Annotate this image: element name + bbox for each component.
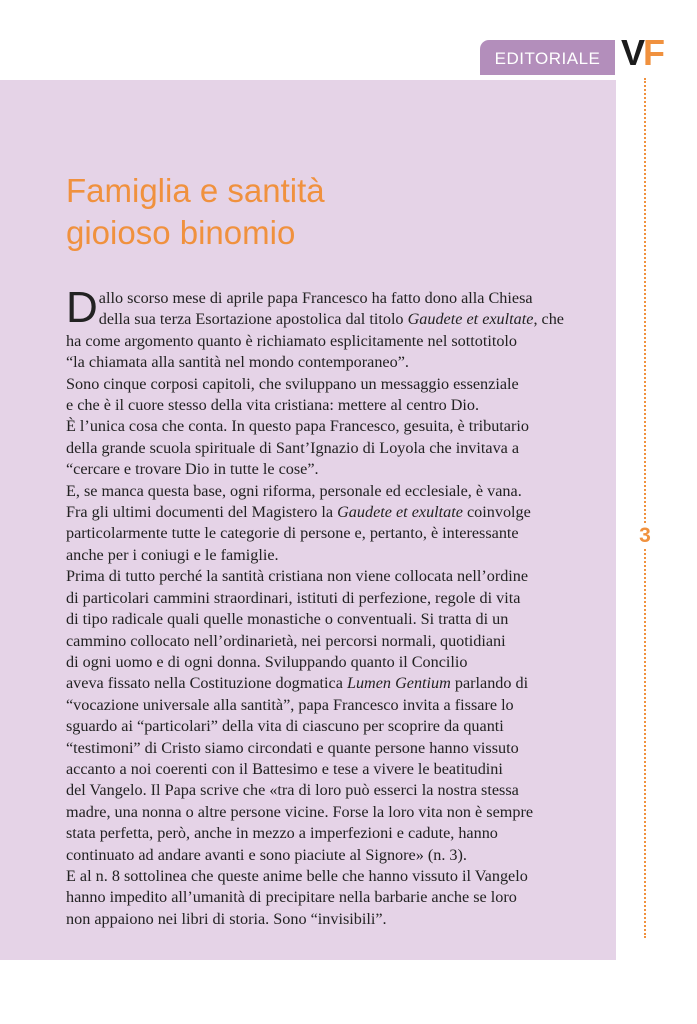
body-line	[66, 416, 602, 437]
body-text: ha come argomento quanto è richiamato esplicitamente nel sottotitolo	[66, 331, 518, 350]
body-line	[66, 866, 602, 887]
page-number: 3	[639, 524, 651, 547]
body-line	[66, 331, 602, 352]
body-text: “cercare e trovare Dio in tutte le cose”.	[66, 460, 319, 479]
section-label: EDITORIALE	[494, 49, 601, 68]
italic-title-ref: Gaudete et exultate	[407, 310, 534, 329]
title-line: gioioso binomio	[66, 214, 296, 251]
body-text: E, se manca questa base, ogni riforma, personale ed ecclesiale, è vana.	[66, 481, 522, 500]
body-text: di tipo radicale quali quelle monastiche o conventuali. Si tratta di un	[66, 610, 509, 629]
logo-letter-v: V	[621, 32, 644, 73]
body-text: hanno impedito all’umanità di precipitare nella barbarie anche se loro	[66, 888, 517, 907]
body-line	[66, 802, 602, 823]
body-line	[66, 481, 602, 502]
body-line	[66, 438, 602, 459]
body-text: , che	[533, 310, 564, 329]
magazine-logo	[621, 33, 663, 73]
body-text: non appaiono nei libri di storia. Sono “invisibili”.	[66, 909, 387, 928]
article-title	[66, 170, 586, 254]
drop-cap: D	[66, 283, 98, 332]
body-text: “testimoni” di Cristo siamo circondati e quante persone hanno vissuto	[66, 738, 519, 757]
logo-letter-f: F	[643, 32, 664, 73]
italic-title-ref: Gaudete et exultate	[337, 503, 463, 522]
body-text: coinvolge	[462, 503, 531, 522]
body-text: e che è il cuore stesso della vita cristiana: mettere al centro Dio.	[66, 396, 480, 415]
body-line	[66, 716, 602, 737]
body-line	[66, 845, 602, 866]
body-text: aveva fissato nella Costituzione dogmatica	[66, 674, 347, 693]
body-text: cammino collocato nell’ordinarietà, nei percorsi normali, quotidiani	[66, 631, 506, 650]
body-line	[66, 545, 602, 566]
body-line	[66, 823, 602, 844]
dotted-rule	[644, 78, 646, 938]
body-line	[66, 395, 602, 416]
section-tab	[480, 40, 615, 75]
body-text: di particolari cammini straordinari, istituti di perfezione, regole di vita	[66, 588, 521, 607]
body-text: “la chiamata alla santità nel mondo contemporaneo”.	[66, 353, 409, 372]
body-line	[66, 588, 602, 609]
body-text: del Vangelo. Il Papa scrive che «tra di loro può esserci la nostra stessa	[66, 781, 519, 800]
body-line	[66, 566, 602, 587]
body-line	[66, 738, 602, 759]
body-text: È l’unica cosa che conta. In questo papa Francesco, gesuita, è tributario	[66, 417, 529, 436]
body-line	[66, 695, 602, 716]
body-text: parlando di	[450, 674, 529, 693]
body-text: anche per i coniugi e le famiglie.	[66, 545, 279, 564]
body-text: “vocazione universale alla santità”, papa Francesco invita a fissare lo	[66, 695, 514, 714]
body-line	[66, 609, 602, 630]
body-text: continuato ad andare avanti e sono piaciute al Signore» (n. 3).	[66, 845, 467, 864]
body-text: della grande scuola spirituale di Sant’Ignazio di Loyola che invitava a	[66, 438, 520, 457]
body-text: sguardo ai “particolari” della vita di ciascuno per scoprire da quanti	[66, 717, 504, 736]
body-text: Prima di tutto perché la santità cristiana non viene collocata nell’ordine	[66, 567, 529, 586]
body-line	[66, 374, 602, 395]
body-text: Fra gli ultimi documenti del Magistero la	[66, 503, 338, 522]
body-line	[66, 459, 602, 480]
body-line	[66, 673, 602, 694]
body-text: della sua terza Esortazione apostolica dal titolo	[98, 310, 408, 329]
body-text: allo scorso mese di aprile papa Francesco ha fatto dono alla Chiesa	[98, 289, 533, 307]
body-line	[66, 759, 602, 780]
body-line	[66, 352, 602, 373]
body-line	[66, 631, 602, 652]
body-line	[66, 909, 602, 930]
body-line	[66, 502, 602, 523]
body-line	[66, 652, 602, 673]
body-text: stata perfetta, però, anche in mezzo a imperfezioni e cadute, hanno	[66, 824, 498, 843]
article-body	[66, 283, 602, 930]
body-text: particolarmente tutte le categorie di persone e, pertanto, è interessante	[66, 524, 519, 543]
body-line	[66, 887, 602, 908]
body-line	[66, 780, 602, 801]
body-line	[66, 523, 602, 544]
body-line	[66, 309, 602, 330]
body-text: Sono cinque corposi capitoli, che sviluppano un messaggio essenziale	[66, 374, 519, 393]
body-text: E al n. 8 sottolinea che queste anime belle che hanno vissuto il Vangelo	[66, 866, 528, 885]
body-line	[66, 288, 602, 309]
body-text: di ogni uomo e di ogni donna. Sviluppando quanto il Concilio	[66, 652, 468, 671]
body-text: accanto a noi coerenti con il Battesimo e tese a vivere le beatitudini	[66, 759, 503, 778]
italic-title-ref: Lumen Gentium	[346, 674, 451, 693]
title-line: Famiglia e santità	[66, 172, 325, 209]
body-text: madre, una nonna o altre persone vicine. Forse la loro vita non è sempre	[66, 802, 534, 821]
